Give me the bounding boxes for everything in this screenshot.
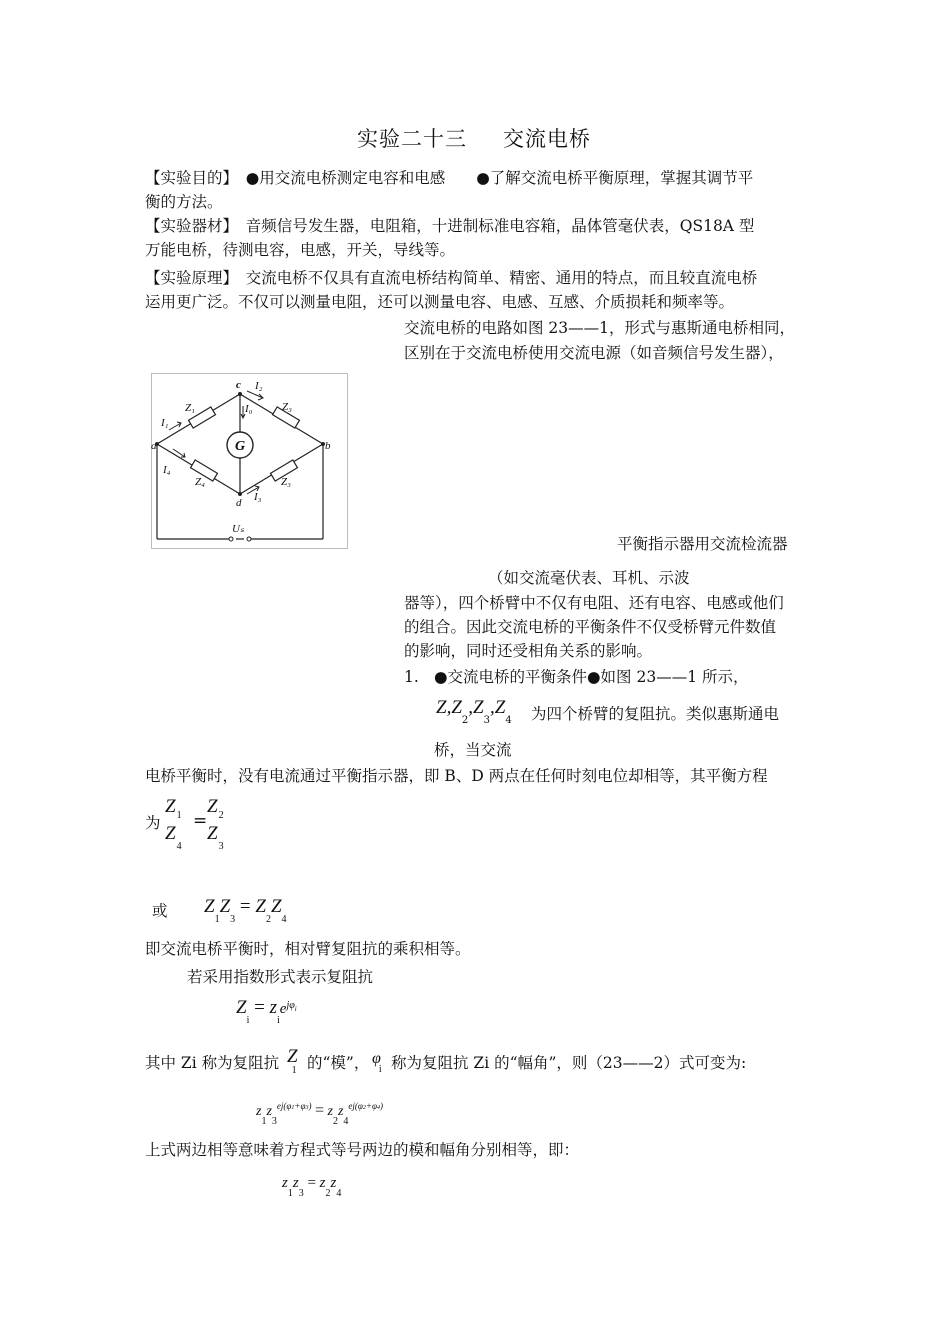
principle-line-4: 区别在于交流电桥使用交流电源（如音频信号发生器）， — [404, 344, 784, 362]
principle-line-6: （如交流毫伏表、耳机、示波 — [488, 569, 690, 587]
section-1-number: 1. — [404, 668, 419, 686]
section-1-heading: ●交流电桥的平衡条件●如图 23——1 所示， — [434, 668, 749, 686]
page-title — [357, 123, 591, 153]
purpose-line-2: 衡的方法。 — [145, 193, 223, 211]
galvanometer-label: G — [234, 439, 246, 454]
section-1-line-g: 上式两边相等意味着方程式等号两边的模和幅角分别相等，即： — [145, 1141, 580, 1159]
eq-phi-inline: $\varphi_i$ — [372, 1050, 382, 1075]
eq-equals: = — [193, 811, 208, 831]
i2-label: I₂ — [255, 380, 263, 392]
i3-label: I₃ — [254, 491, 262, 503]
z2-label: Z₃ — [282, 401, 292, 413]
us-label: Uₛ — [232, 523, 245, 535]
principle-line-3: 交流电桥的电路如图 23——1，形式与惠斯通电桥相同， — [404, 319, 796, 337]
section-1-line-c: 电桥平衡时，没有电流通过平衡指示器，即 B、D 两点在任何时刻电位却相等，其平衡方程 — [145, 767, 768, 785]
node-d-label: d — [236, 497, 242, 509]
bridge-circuit-diagram — [151, 373, 348, 549]
section-1-line-f1: 其中 Zi 称为复阻抗 — [145, 1054, 280, 1072]
principle-line-1: 【实验原理】 交流电桥不仅具有直流电桥结构简单、精密、通用的特点，而且较直流电桥 — [145, 269, 758, 287]
eq-z1-inline: $Z_1$ — [287, 1046, 298, 1076]
i0-label: I₀ — [245, 403, 253, 415]
eq-z3: $Z_3$ — [207, 823, 224, 852]
z4-label: Z₄ — [195, 476, 205, 488]
title-left: 实验二十三 — [357, 127, 467, 151]
eq-exp-product: $z_1z_3^{ej(\varphi 1+\varphi 3)} = z_2z_4^{ej(\varphi 2+\varphi 4)}$ — [256, 1101, 383, 1127]
eq-z4: $Z_4$ — [165, 823, 182, 852]
i4-label: I₄ — [163, 464, 171, 476]
principle-line-9: 的影响，同时还受相角关系的影响。 — [404, 642, 653, 660]
equipment-line-2: 万能电桥，待测电容，电感，开关，导线等。 — [145, 241, 456, 259]
eq-z2: $Z_2$ — [207, 796, 224, 821]
section-1-line-e: 若采用指数形式表示复阻抗 — [187, 968, 374, 986]
eq-z1: $Z_1$ — [165, 796, 182, 821]
purpose-line-1: 【实验目的】 ●用交流电桥测定电容和电感 ●了解交流电桥平衡原理，掌握其调节平 — [145, 169, 754, 187]
arm-impedances-formula: $Z,Z_2,Z_3,Z_4$ — [436, 697, 512, 726]
equipment-line-1: 【实验器材】 音频信号发生器，电阻箱，十进制标准电容箱，晶体管毫伏表，QS18A 型 — [145, 217, 755, 235]
eq-product: $Z_1Z_3 = Z_2Z_4$ — [204, 896, 287, 925]
wei-label: 为 — [145, 814, 161, 832]
section-1-line-f3: 称为复阻抗 Zi 的“幅角”，则（23——2）式可变为: — [391, 1054, 747, 1072]
node-c-label: c — [236, 379, 241, 391]
section-1-line-f2: 的“模”， — [307, 1054, 370, 1072]
principle-line-8: 的组合。因此交流电桥的平衡条件不仅受桥臂元件数值 — [404, 618, 777, 636]
node-b-label: b — [325, 440, 331, 452]
principle-line-2: 运用更广泛。不仅可以测量电阻，还可以测量电容、电感、互感、介质损耗和频率等。 — [145, 293, 735, 311]
principle-line-7: 器等），四个桥臂中不仅有电阻、还有电容、电感或他们 — [404, 594, 784, 612]
eq-exponential: $Z_i = z_ie^{j\varphi}i$ — [236, 997, 297, 1026]
eq-modulus: $z_1z_3 = z_2z_4$ — [282, 1175, 342, 1199]
principle-line-5: 平衡指示器用交流检流器 — [617, 535, 788, 553]
section-1-arms-text: 为四个桥臂的复阻抗。类似惠斯通电 — [531, 705, 780, 723]
section-1-line-d: 即交流电桥平衡时，相对臂复阻抗的乘积相等。 — [145, 940, 471, 958]
huo-label: 或 — [152, 902, 168, 920]
node-a-label: a — [151, 440, 157, 452]
section-1-line-b: 桥，当交流 — [434, 741, 512, 759]
i1-label: I₁ — [161, 417, 169, 429]
z3-label: Z₃ — [281, 476, 291, 488]
title-right: 交流电桥 — [503, 127, 591, 151]
z1-label: Z₁ — [185, 402, 195, 414]
